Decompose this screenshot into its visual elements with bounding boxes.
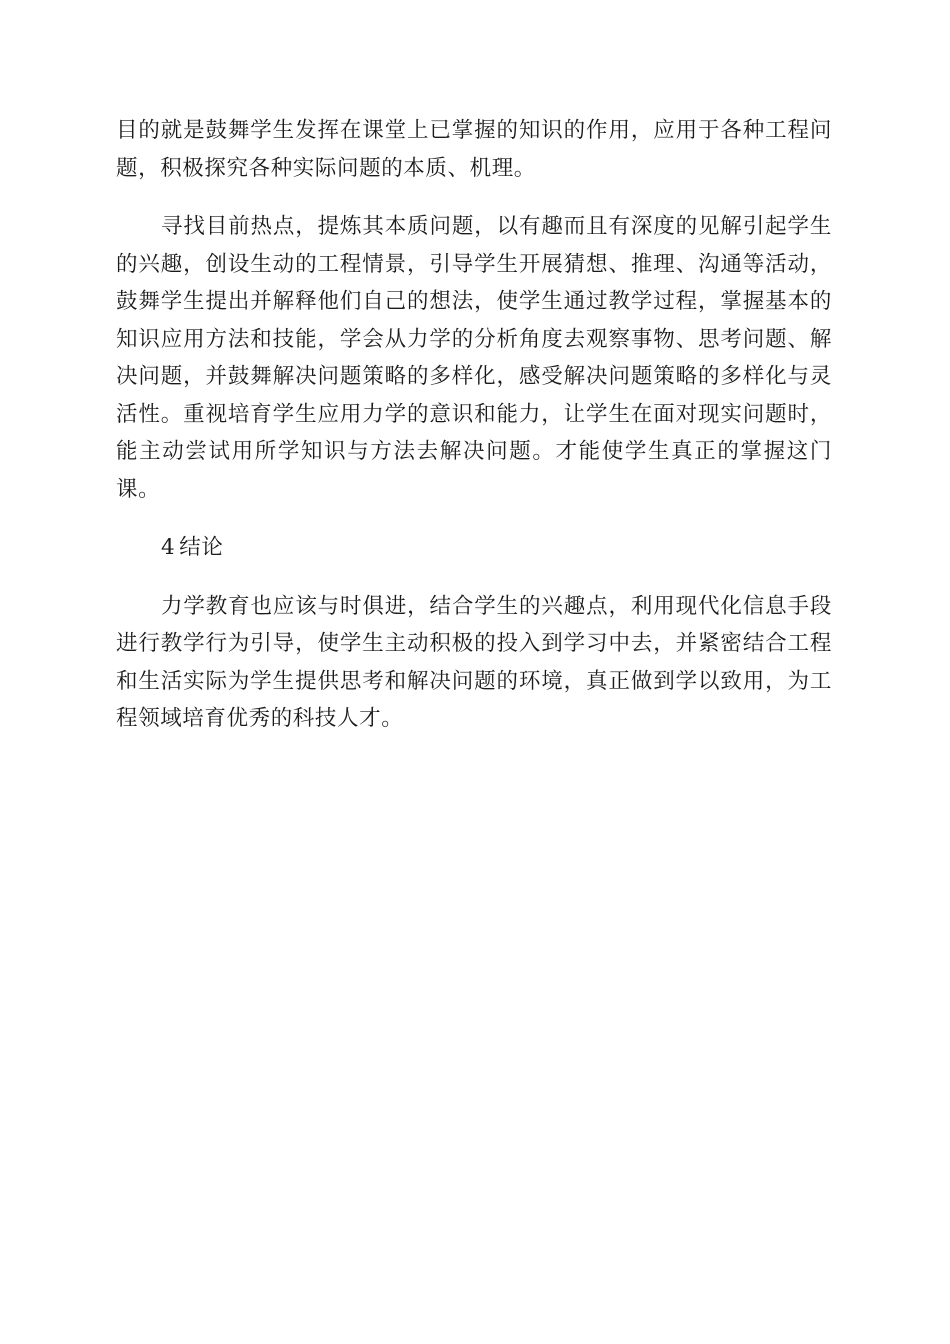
- paragraph-gap: [116, 187, 832, 208]
- document-body: [116, 112, 832, 738]
- section-number: 4: [161, 535, 176, 560]
- paragraph-teaching-method: 寻找目前热点，提炼其本质问题，以有趣而且有深度的见解引起学生的兴趣，创设生动的工程情景，引导学生开展猜想、推理、沟通等活动，鼓舞学生提出并解释他们自己的想法，使学生通过教学过程，掌握基本的知识应用方法和技能，学会从力学的分析角度去观察事物、思考问题、解决问题，并鼓舞解决问题策略的多样化，感受解决问题策略的多样化与灵活性。重视培育学生应用力学的意识和能力，让学生在面对现实问题时，能主动尝试用所学知识与方法去解决问题。才能使学生真正的掌握这门课。: [116, 214, 832, 502]
- paragraph-continuation: 目的就是鼓舞学生发挥在课堂上已掌握的知识的作用，应用于各种工程问题，积极探究各种实际问题的本质、机理。: [116, 118, 832, 181]
- paragraph-gap: [116, 567, 832, 588]
- paragraph-conclusion: 力学教育也应该与时俱进，结合学生的兴趣点，利用现代化信息手段进行教学行为引导，使学生主动积极的投入到学习中去，并紧密结合工程和生活实际为学生提供思考和解决问题的环境，真正做到学以致用，为工程领域培育优秀的科技人才。: [116, 593, 832, 731]
- paragraph-gap: [116, 508, 832, 529]
- section-title: 结论: [179, 535, 224, 560]
- section-heading: [116, 529, 832, 567]
